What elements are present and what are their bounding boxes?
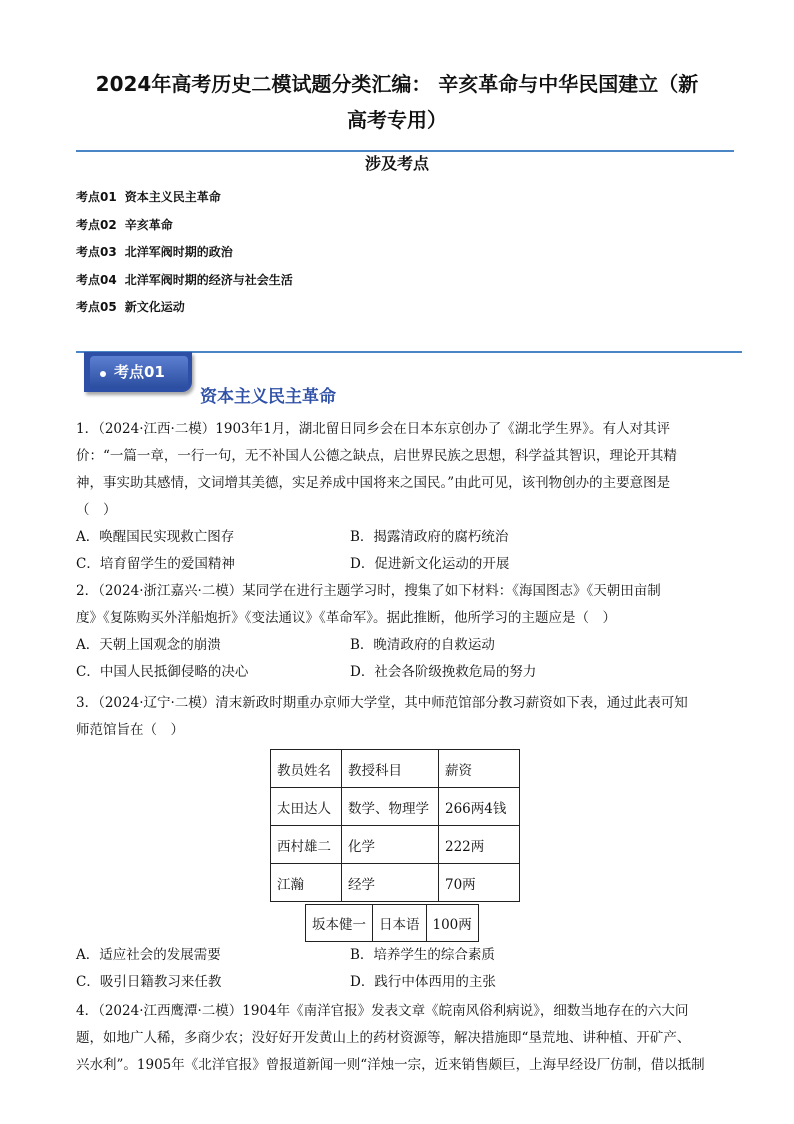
- badge-dot-icon: [100, 371, 106, 377]
- section-heading: 涉及考点: [364, 154, 429, 173]
- option-d[interactable]: D．促进新文化运动的开展: [350, 556, 510, 572]
- option-d[interactable]: D．践行中体西用的主张: [350, 974, 496, 990]
- exam-point-item: 考点02 辛亥革命: [76, 217, 173, 232]
- question-2-options: [76, 632, 722, 686]
- table-row: 江瀚 经学 70两: [271, 864, 520, 902]
- exam-point-item: 考点05 新文化运动: [76, 300, 185, 314]
- table-header-row: 教员姓名 教授科目 薪资: [271, 750, 520, 788]
- option-d[interactable]: D．社会各阶级挽救危局的努力: [350, 664, 537, 680]
- option-c[interactable]: C．吸引日籍教习来任教: [76, 974, 222, 990]
- option-c[interactable]: C．培育留学生的爱国精神: [76, 556, 235, 572]
- option-c[interactable]: C．中国人民抵御侵略的决心: [76, 664, 249, 680]
- exam-points-list: [76, 184, 293, 322]
- option-a[interactable]: A．天朝上国观念的崩溃: [76, 637, 221, 653]
- option-b[interactable]: B．揭露清政府的腐朽统治: [350, 529, 509, 545]
- question-4-stem: 4．（2024·江西鹰潭·二模）1904年《南洋官报》发表文章《皖南风俗利病说》，细数当地存在的六大问 题，如地广人稀，多商少农；没好好开发黄山上的药材资源等，解决措施即“垦荒地、讲种植、开矿产、 兴水利”。1905年《北洋官报》曾报道新闻一则“洋烛一宗，近来销售颇巨，上海早经设厂仿制，借以抵制: [76, 1003, 705, 1073]
- exam-point-item: 考点04 北洋军阀时期的经济与社会生活: [76, 272, 293, 287]
- option-b[interactable]: B．晚清政府的自救运动: [350, 637, 495, 653]
- table-row: 坂本健一 日本语 100两: [306, 905, 479, 942]
- section-title: 资本主义民主革命: [200, 387, 336, 407]
- section-badge-label: 考点01: [114, 363, 165, 381]
- question-2-stem: 2．（2024·浙江嘉兴·二模）某同学在进行主题学习时，搜集了如下材料：《海国图志》《天朝田亩制 度》《复陈购买外洋船炮折》《变法通议》《革命军》。据此推断，他所学习的主题应是（ ）: [76, 583, 661, 626]
- option-b[interactable]: B．培养学生的综合素质: [350, 947, 495, 963]
- table-row: 西村雄二 化学 222两: [271, 826, 520, 864]
- table-row: 太田达人 数学、物理学 266两4钱: [271, 788, 520, 826]
- question-3-stem: 3．（2024·辽宁·二模）清末新政时期重办京师大学堂，其中师范馆部分教习薪资如下表，通过此表可知 师范馆旨在（ ）: [76, 695, 688, 738]
- document-title: [70, 66, 724, 138]
- exam-point-item: 考点01 资本主义民主革命: [76, 190, 221, 204]
- document-title-line1: 2024年高考历史二模试题分类汇编： 辛亥革命与中华民国建立（新: [95, 72, 699, 96]
- option-a[interactable]: A．适应社会的发展需要: [76, 947, 221, 963]
- question-1-stem: 1．（2024·江西·二模）1903年1月，湖北留日同乡会在日本东京创办了《湖北学生界》。有人对其评 价：“一篇一章，一行一句，无不补国人公德之缺点，启世界民族之思想，科学益其智识，理论开其精 神，事实助其感情，文词增其美德，实足养成中国将来之国民。”由此可见，该刊物创办的主要意图是 （ ）: [76, 421, 677, 518]
- question-3-options: [76, 942, 722, 996]
- question-1-options: [76, 524, 722, 578]
- salary-table: [270, 749, 520, 902]
- salary-table-extra-row: [305, 904, 479, 942]
- option-a[interactable]: A．唤醒国民实现救亡图存: [76, 529, 235, 545]
- section-badge: [84, 352, 192, 392]
- document-title-line2: 高考专用）: [347, 108, 447, 132]
- exam-point-item: 考点03 北洋军阀时期的政治: [76, 245, 233, 259]
